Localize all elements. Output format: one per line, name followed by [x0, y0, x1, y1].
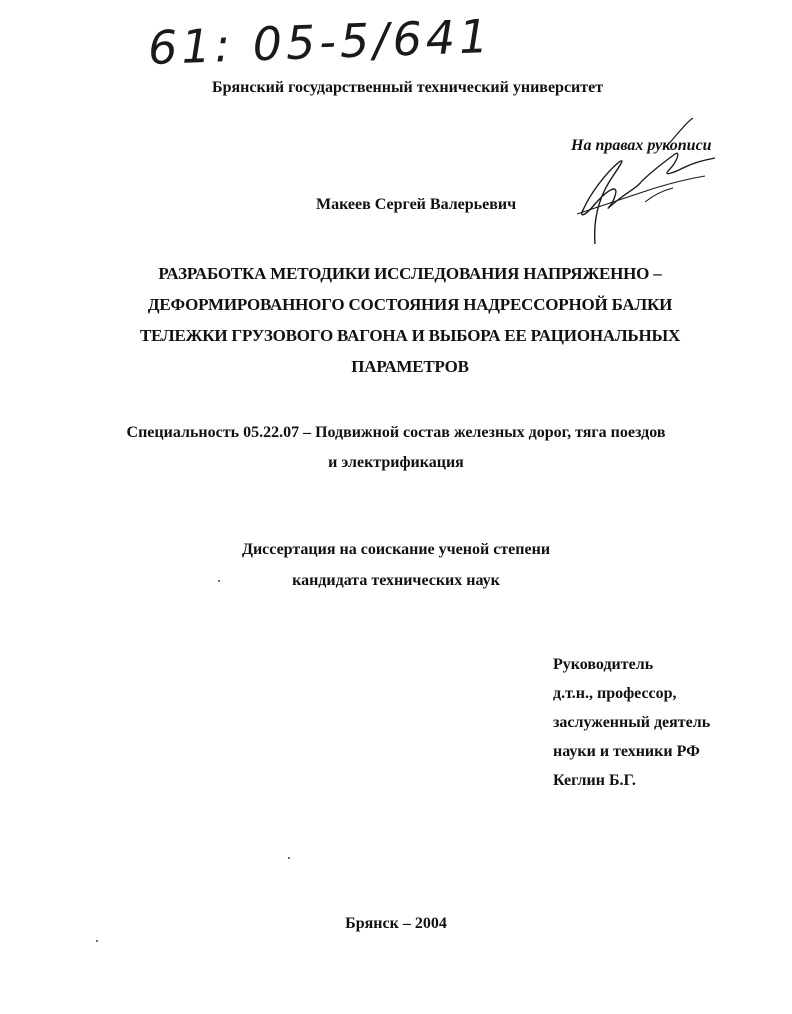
specialty	[0, 418, 792, 478]
dissertation-degree	[0, 534, 792, 596]
scan-speck	[218, 580, 220, 582]
title-line: ТЕЛЕЖКИ ГРУЗОВОГО ВАГОНА И ВЫБОРА ЕЕ РАЦИОНАЛЬНЫХ	[139, 326, 681, 345]
university-name: Брянский государственный технический университет	[212, 79, 604, 96]
title-line: РАЗРАБОТКА МЕТОДИКИ ИССЛЕДОВАНИЯ НАПРЯЖЕННО –	[158, 264, 662, 283]
scan-speck	[96, 940, 98, 942]
supervisor-line: науки и техники РФ	[553, 743, 700, 760]
specialty-line: и электрификация	[328, 454, 464, 471]
rights-note: На правах рукописи	[571, 137, 712, 154]
degree-line: кандидата технических наук	[292, 572, 500, 589]
supervisor-line: Кеглин Б.Г.	[553, 772, 636, 789]
supervisor-block	[553, 650, 710, 795]
supervisor-line: заслуженный деятель	[553, 714, 711, 731]
place-and-year: Брянск – 2004	[345, 915, 447, 932]
title-line: ДЕФОРМИРОВАННОГО СОСТОЯНИЯ НАДРЕССОРНОЙ БАЛКИ	[147, 295, 673, 314]
title-line: ПАРАМЕТРОВ	[351, 357, 469, 376]
supervisor-line: Руководитель	[553, 656, 654, 673]
author-name: Макеев Сергей Валерьевич	[316, 196, 517, 213]
degree-line: Диссертация на соискание ученой степени	[241, 541, 551, 558]
supervisor-line: д.т.н., профессор,	[553, 685, 677, 702]
scan-speck	[288, 857, 290, 859]
dissertation-title	[110, 258, 710, 382]
specialty-line: Специальность 05.22.07 – Подвижной состав железных дорог, тяга поездов	[126, 424, 666, 441]
signature	[555, 118, 745, 258]
handwritten-archive-code: 61: 05-5/641	[147, 9, 494, 75]
